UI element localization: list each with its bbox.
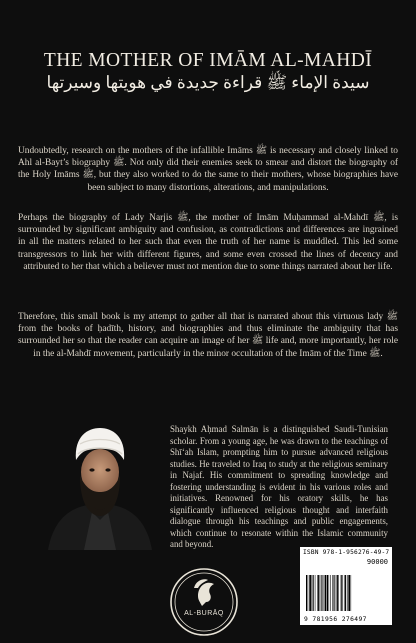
arabic-subtitle: سيدة الإماء ﷺ قراءة جديدة في هويتها وسيرتها bbox=[46, 73, 370, 92]
publisher-logo bbox=[168, 566, 240, 638]
publisher-name: AL-BURĀQ bbox=[184, 610, 224, 617]
ean-text: 9 781956 276497 bbox=[304, 616, 367, 623]
al-buraq-logo-icon bbox=[168, 566, 240, 638]
isbn-text: ISBN 978-1-956276-49-7 bbox=[303, 549, 390, 556]
price-code: 90000 bbox=[366, 558, 388, 566]
barcode-icon bbox=[300, 563, 392, 623]
author-bio: Shaykh Aḥmad Salmān is a distinguished Saudi-Tunisian scholar. From a young age, he was drawn to the teachings of Shī‘ah Islam, prompting him to pursue advanced religious studies. He traveled to Iraq to study at the religious seminary in Najaf. His commitment to spreading knowledge and fostering understanding is evident in his various roles and initiatives. Renowned for his oratory skills, he has significantly influenced religious thought and interfaith dialogue through his teachings and public engagements, which continue to resonate within the Islamic community and beyond. bbox=[170, 424, 388, 549]
barcode-box bbox=[300, 547, 392, 625]
blurb-paragraph-3: Therefore, this small book is my attempt to gather all that is narrated about this virtuous lady ﷺ from the books of ḥadīth, history, and biographies and thus eliminate the ambiguity that has surrounded her so that the reader can acquire an image of her ﷺ life and, more importantly, her role in the al-Mahdī movement, particularly in the minor occultation of the Imām of the Time ﷺ. bbox=[18, 312, 398, 359]
book-title: THE MOTHER OF IMĀM AL-MAHDĪ bbox=[43, 50, 373, 71]
blurb-paragraph-1: Undoubtedly, research on the mothers of the infallible Imāms ﷺ is necessary and closely linked to Ahl al-Bayt’s biography ﷺ. Not only did their enemies seek to smear and distort the biography of the Holy Imāms ﷺ, but they also worked to do the same to their mothers, whose biographies have been subject to many distortions, alterations, and manipulations. bbox=[18, 146, 399, 193]
blurb-paragraph-2: Perhaps the biography of Lady Narjis ﷺ, the mother of Imām Muḥammad al-Mahdī ﷺ, is surrounded by significant ambiguity and confusion, as contradictions and differences are ingrained in all the matters related to her such that even the truth of her name is muddled. This led some transgressors to link her with different figures, and some even crossed the lines of decency and attributed to her that which a believer must not mention due to some things narrated about her life. bbox=[18, 213, 398, 272]
author-photo bbox=[40, 420, 160, 550]
author-portrait-icon bbox=[40, 420, 160, 550]
